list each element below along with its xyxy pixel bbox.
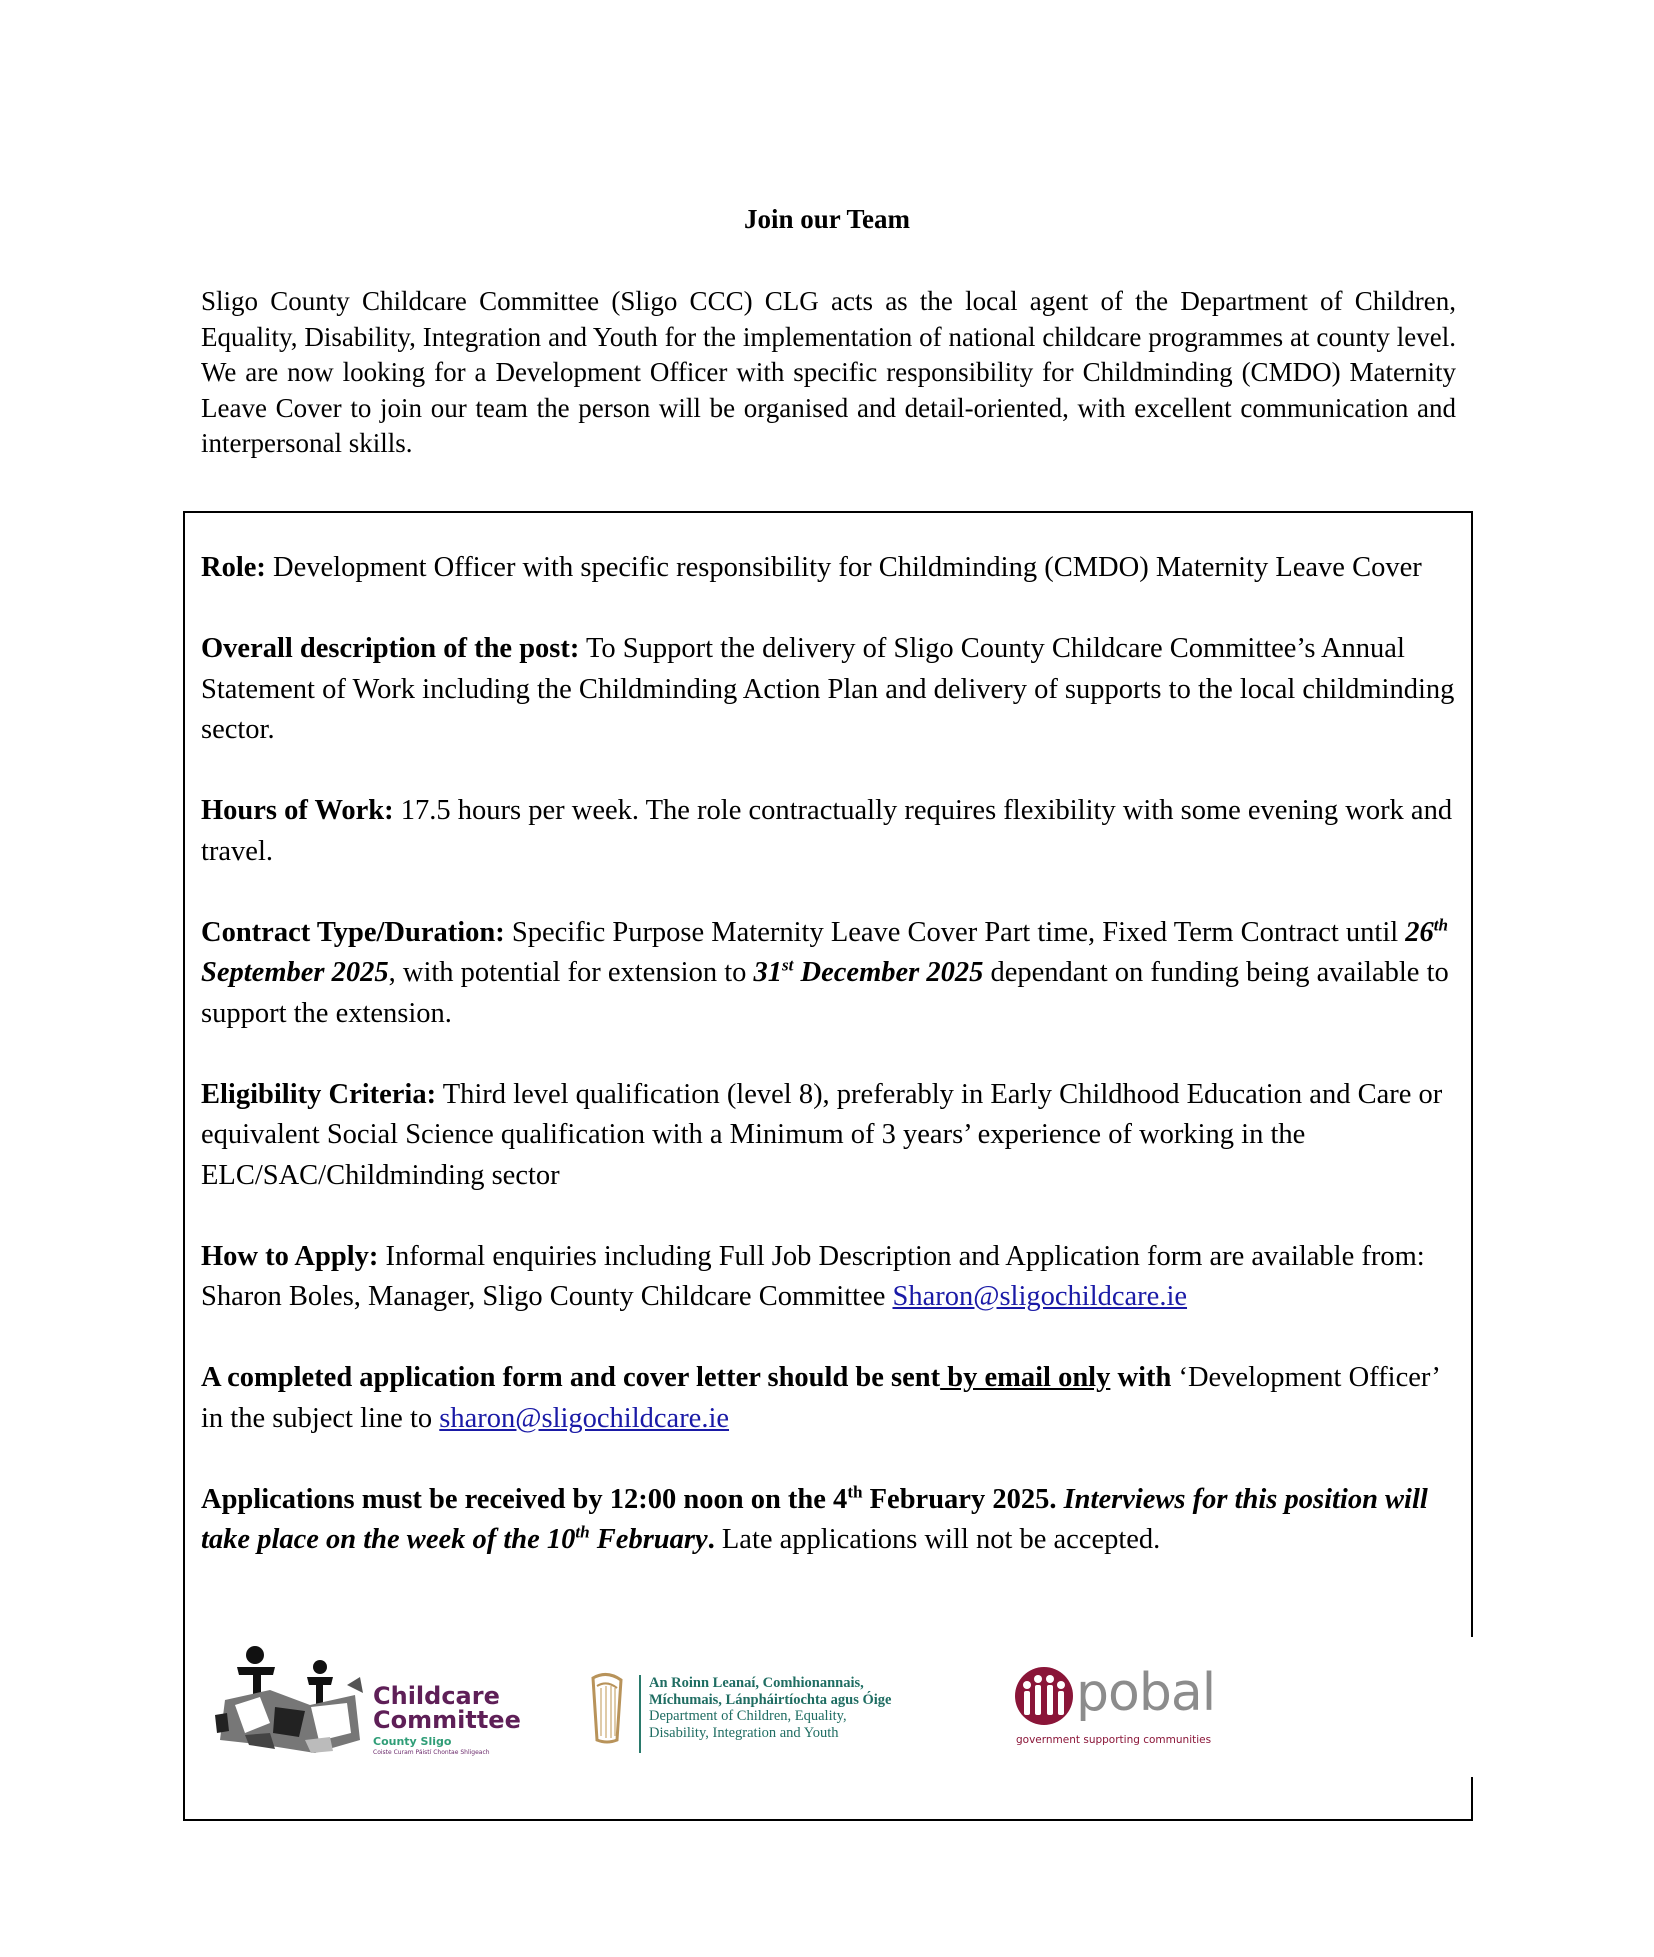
department-line-1: An Roinn Leanaí, Comhionannais, bbox=[649, 1675, 864, 1691]
contract-date-2-rest: December 2025 bbox=[793, 957, 984, 988]
role-text: Development Officer with specific responsibility for Childminding (CMDO) Maternity Leave Cover bbox=[265, 552, 1422, 583]
childcare-committee-logo bbox=[215, 1645, 555, 1755]
hours-section bbox=[201, 791, 1461, 872]
description-text: To Support the delivery of Sligo County Childcare Committee’s Annual Statement of Work including the Childminding Action Plan and delivery of supports to the local childminding sector. bbox=[201, 633, 1455, 745]
description-label: Overall description of the post: bbox=[201, 633, 580, 664]
role-section bbox=[201, 548, 1461, 589]
department-line-2: Míchumais, Lánpháirtíochta agus Óige bbox=[649, 1691, 892, 1708]
page-title: Join our Team bbox=[743, 204, 911, 234]
department-line-3: Department of Children, Equality, bbox=[649, 1708, 847, 1724]
deadline-sup-1: th bbox=[847, 1482, 863, 1501]
deadline-italic-2: February bbox=[589, 1524, 708, 1555]
submission-text: ‘Development Officer’ in the subject line to bbox=[201, 1362, 1439, 1434]
apply-section bbox=[201, 1237, 1461, 1318]
apply-text: Informal enquiries including Full Job Description and Application form are available from: Sharon Boles, Manager, Sligo County Childcare Committee bbox=[201, 1240, 1425, 1312]
harp-icon bbox=[587, 1670, 627, 1745]
eligibility-label: Eligibility Criteria: bbox=[201, 1078, 437, 1110]
childcare-logo-line-4: Coiste Curam Páistí Chontae Shligeach bbox=[373, 1749, 490, 1756]
deadline-sup-2: th bbox=[575, 1522, 590, 1542]
deadline-bold-3: . bbox=[707, 1524, 715, 1555]
description-section bbox=[201, 629, 1461, 751]
hours-label: Hours of Work: bbox=[201, 795, 394, 826]
childcare-logo-line-1: Childcare bbox=[373, 1682, 500, 1710]
eligibility-text: Third level qualification (level 8), preferably in Early Childhood Education and Care or equivalent Social Science qualification with a Minimum of 3 years’ experience of working in the ELC/SAC/Childminding sector bbox=[201, 1078, 1443, 1191]
submission-bold-1: A completed application form and cover letter should be sent bbox=[201, 1362, 941, 1393]
deadline-bold-2: February 2025. bbox=[862, 1483, 1057, 1515]
department-line-4: Disability, Integration and Youth bbox=[649, 1724, 839, 1741]
deadline-italic-1: Interviews for this position will take place on the week of the 10 bbox=[201, 1483, 1428, 1555]
contract-label: Contract Type/Duration: bbox=[201, 916, 505, 948]
department-logo bbox=[587, 1645, 947, 1765]
childcare-logo-line-2: Committee bbox=[373, 1706, 521, 1734]
submission-email-link[interactable]: sharon@sligochildcare.ie bbox=[439, 1402, 730, 1434]
pobal-tagline: government supporting communities bbox=[1016, 1734, 1212, 1746]
deadline-text: Late applications will not be accepted. bbox=[714, 1524, 1161, 1555]
logo-strip bbox=[215, 1645, 1225, 1765]
childcare-logo-line-3: County Sligo bbox=[373, 1735, 452, 1748]
contract-date-1-day: 26 bbox=[1405, 916, 1434, 948]
apply-label: How to Apply: bbox=[201, 1240, 379, 1272]
contract-date-2-day: 31 bbox=[753, 957, 783, 988]
eligibility-section bbox=[201, 1075, 1461, 1197]
pobal-wordmark: pobal bbox=[1076, 1663, 1216, 1723]
department-logo-text bbox=[649, 1675, 892, 1741]
contract-text-1: Specific Purpose Maternity Leave Cover Part time, Fixed Term Contract until bbox=[504, 916, 1406, 948]
submission-email-only: by email only bbox=[940, 1362, 1111, 1393]
box-border-gap bbox=[1466, 1637, 1480, 1777]
deadline-section bbox=[201, 1480, 1461, 1561]
details-content bbox=[201, 548, 1461, 1601]
deadline-bold-1: Applications must be received by 12:00 noon on the 4 bbox=[201, 1483, 848, 1515]
contract-date-2-suffix: st bbox=[782, 955, 794, 975]
contract-section bbox=[201, 913, 1461, 1035]
intro-paragraph: Sligo County Childcare Committee (Sligo CCC) CLG acts as the local agent of the Department of Children, Equality, Disability, Integration and Youth for the implementation of national childcare programmes at county level. We are now looking for a Development Officer with specific responsibility for Childminding (CMDO) Maternity Leave Cover to join our team the person will be organised and detail-oriented, with excellent communication and interpersonal skills. bbox=[201, 286, 1456, 458]
role-label: Role: bbox=[201, 552, 266, 583]
contract-text-2: , with potential for extension to bbox=[388, 957, 754, 988]
contract-date-1-rest: September 2025 bbox=[201, 957, 389, 988]
contract-date-1-suffix: th bbox=[1433, 915, 1449, 934]
apply-email-link[interactable]: Sharon@sligochildcare.ie bbox=[892, 1281, 1188, 1312]
submission-section bbox=[201, 1358, 1461, 1439]
pobal-logo bbox=[1013, 1645, 1223, 1765]
pobal-people-icon bbox=[1013, 1665, 1075, 1727]
hours-text: 17.5 hours per week. The role contractually requires flexibility with some evening work and travel. bbox=[201, 795, 1453, 867]
submission-bold-2: with bbox=[1110, 1362, 1172, 1393]
department-divider bbox=[639, 1675, 641, 1753]
contract-text-3: dependant on funding being available to support the extension. bbox=[201, 957, 1449, 1029]
childcare-figures-icon bbox=[215, 1645, 365, 1755]
